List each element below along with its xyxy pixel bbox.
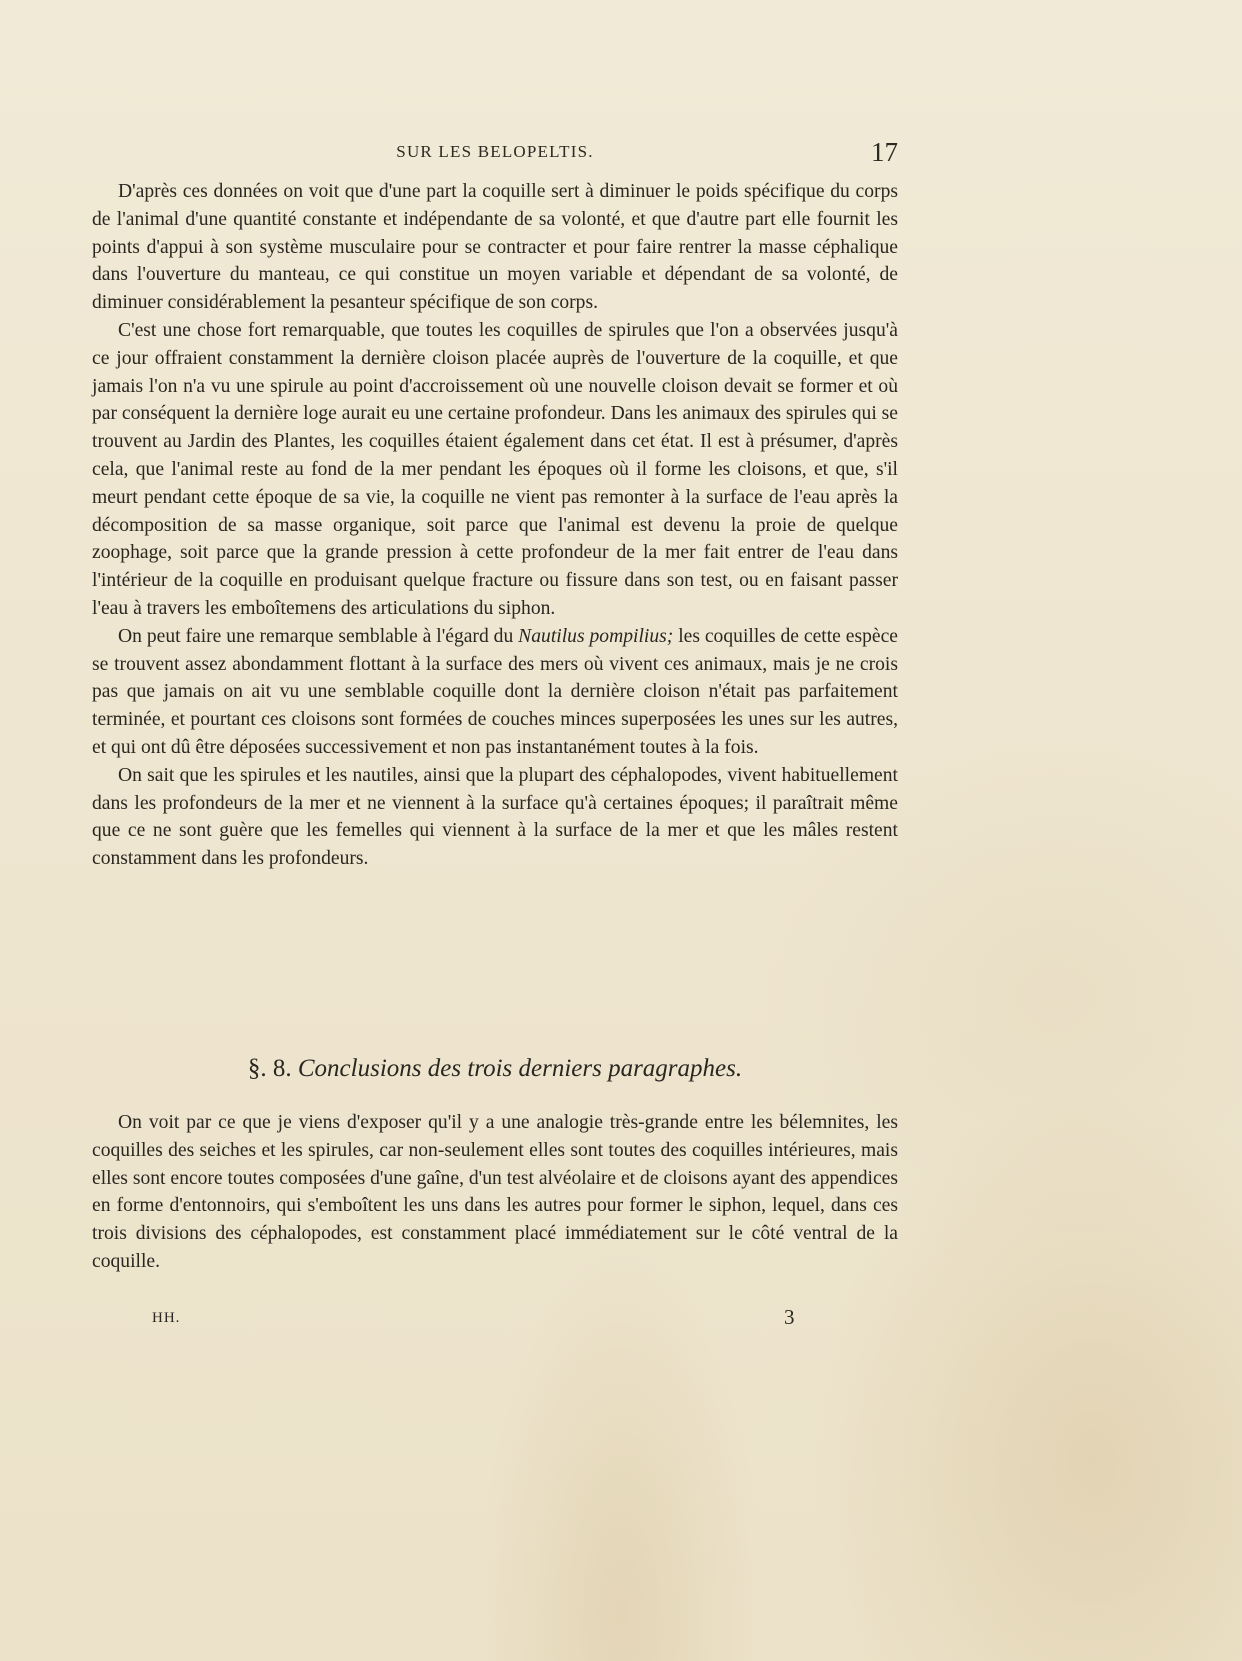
paragraph-3 — [92, 623, 898, 762]
signature-mark: HH. — [152, 1310, 181, 1326]
conclusion-paragraph: On voit par ce que je viens d'exposer qu'il y a une analogie très-grande entre les bélemnites, les coquilles des seiches et les spirules, car non-seulement elles sont toutes des coquilles intérieures, mais elles sont encore toutes composées d'une gaîne, d'un test alvéolaire et de cloisons ayant des appendices en forme d'entonnoirs, qui s'emboîtent les uns dans les autres pour former le siphon, lequel, dans ces trois divisions des céphalopodes, est constamment placé immédiatement sur le côté ventral de la coquille. — [92, 1112, 898, 1272]
paragraph-2: C'est une chose fort remarquable, que toutes les coquilles de spirules que l'on a observées jusqu'à ce jour offraient constamment la dernière cloison placée auprès de l'ouverture de la coquille, et que jamais l'on n'a vu une spirule au point d'accroissement où une nouvelle cloison devait se former et où par conséquent la dernière loge aurait eu une certaine profondeur. Dans les animaux des spirules qui se trouvent au Jardin des Plantes, les coquilles étaient également dans cet état. Il est à présumer, d'après cela, que l'animal reste au fond de la mer pendant les époques où il forme les cloisons, et que, s'il meurt pendant cette époque de sa vie, la coquille ne vient pas remonter à la surface de l'eau après la décomposition de sa masse organique, soit parce que l'animal est devenu la proie de quelque zoophage, soit parce que la grande pression à cette profondeur de la mer fait entrer de l'eau dans l'intérieur de la coquille en produisant quelque fracture ou fissure dans son test, ou en faisant passer l'eau à travers les emboîtemens des articulations du siphon. — [92, 319, 898, 619]
paragraph-1: D'après ces données on voit que d'une part la coquille sert à diminuer le poids spécifique du corps de l'animal d'une quantité constante et indépendante de sa volonté, et que d'autre part elle fournit les points d'appui à son système musculaire pour se contracter et pour faire rentrer la masse céphalique dans l'ouverture du manteau, ce qui constitue un moyen variable et dépendant de sa volonté, de diminuer considérablement la pesanteur spécifique de son corps. — [92, 181, 898, 314]
paragraph-4: On sait que les spirules et les nautiles, ainsi que la plupart des céphalopodes, vivent habituellement dans les profondeurs de la mer et ne viennent à la surface qu'à certaines époques; il paraîtrait même que ce ne sont guère que les femelles qui viennent à la surface de la mer et que les mâles restent constamment dans les profondeurs. — [92, 764, 898, 870]
running-head — [92, 137, 898, 172]
running-head-title: SUR LES BELOPELTIS. — [396, 142, 594, 161]
main-text — [92, 178, 898, 873]
paragraph-3-text-b: les coquilles de cette espèce se trouvent assez abondamment flottant à la surface des mers où vivent ces animaux, mais je ne crois pas que jamais on ait vu une semblable coquille dont la dernière cloison n'était pas parfaitement terminée, et pourtant ces cloisons sont formées de couches minces superposées les unes sur les autres, et qui ont dû être déposées successivement et non pas instantanément toutes à la fois. — [92, 625, 898, 758]
species-name: Nautilus pompilius; — [518, 625, 674, 647]
section-number: §. 8. — [247, 1055, 292, 1082]
conclusion-text — [92, 1109, 898, 1276]
paragraph-3-text-a: On peut faire une remarque semblable à l'égard du — [118, 625, 519, 647]
section-heading — [92, 1055, 898, 1083]
page-number: 17 — [871, 137, 898, 167]
section-title: Conclusions des trois derniers paragraphes. — [297, 1055, 743, 1082]
sheet-number: 3 — [784, 1305, 795, 1329]
